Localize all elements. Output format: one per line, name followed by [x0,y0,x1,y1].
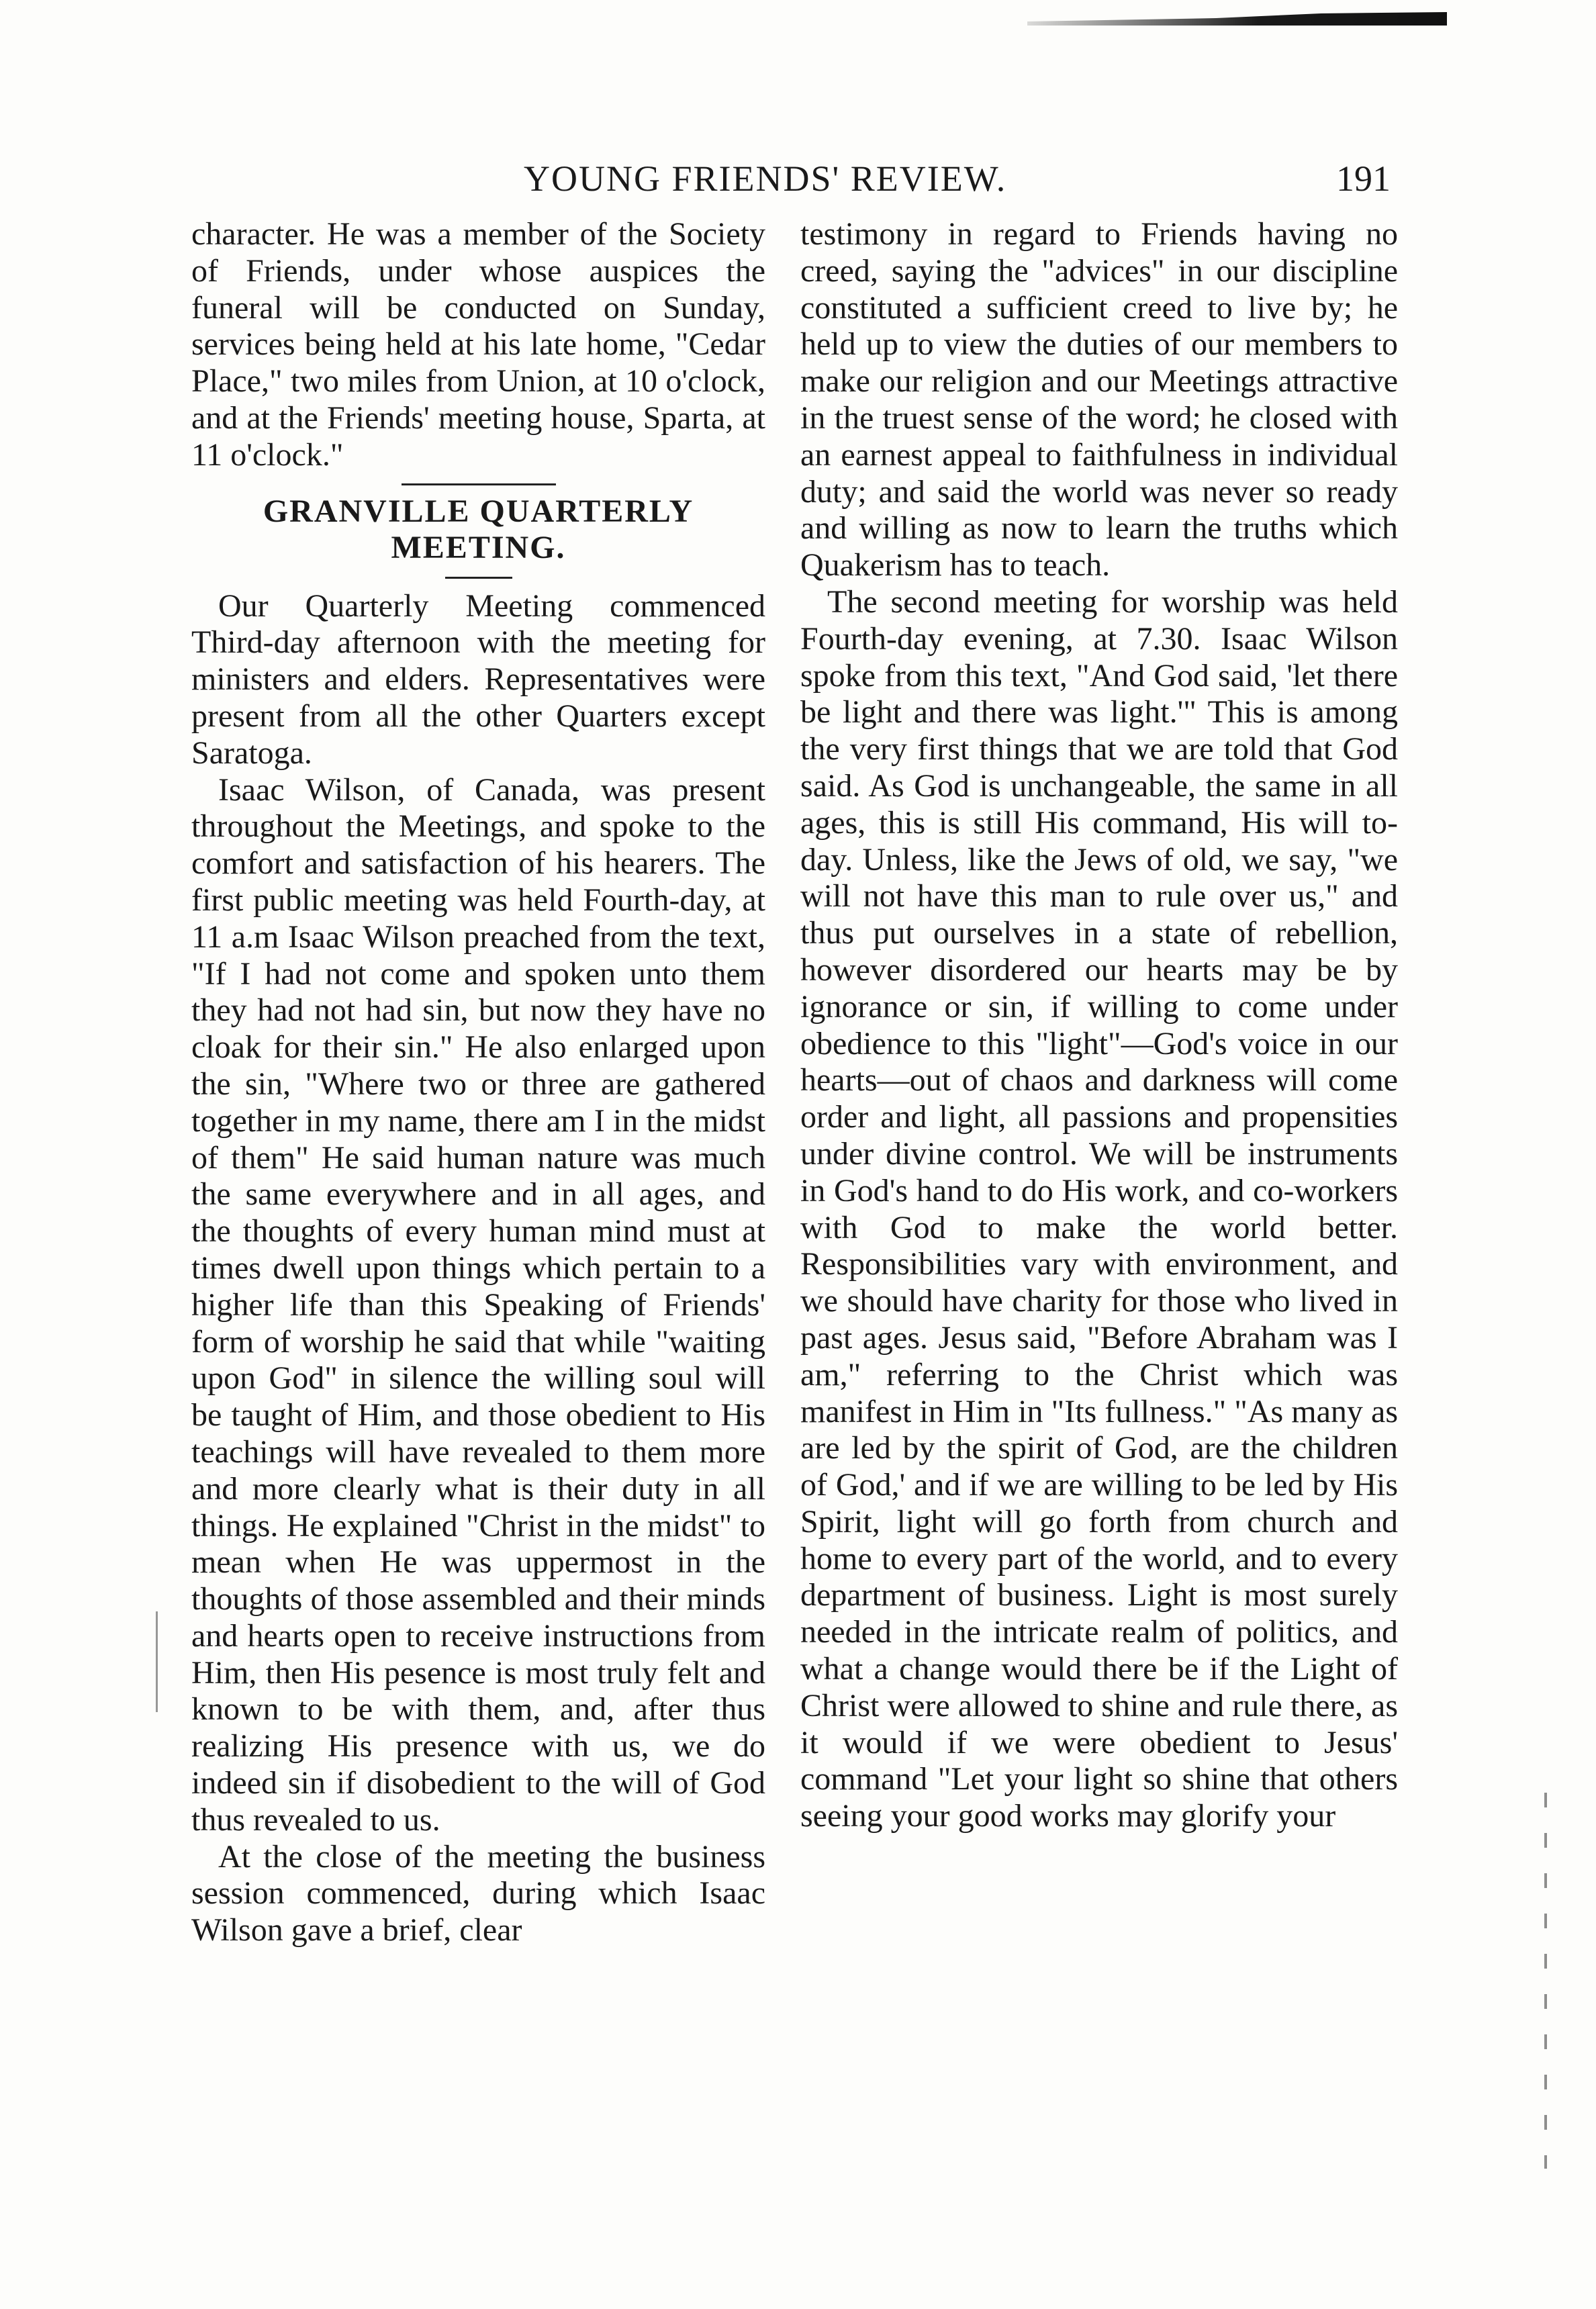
paragraph-funeral-notice: character. He was a member of the Society of Friends, under whose auspices the funeral will be conducted on Sunday, services being held at his late home, "Cedar Place," two miles from Union, at 10 o'clock, and at the Friends' meeting house, Sparta, at 11 o'clock." [191,216,765,473]
page-number: 191 [1336,158,1391,199]
paragraph-quarterly-meeting: Our Quarterly Meeting commenced Third-day afternoon with the meeting for ministers and elders. Representatives were present from all the other Quarters except Saratoga. [191,587,765,771]
paragraph-second-meeting: The second meeting for worship was held Fourth-day evening, at 7.30. Isaac Wilson spoke from this text, "And God said, 'let there be light and there was light.'" This is among the very first things that we are told that God said. As God is unchangeable, the same in all ages, this is still His command, His will to-day. Unless, like the Jews of old, we say, "we will not have this man to rule over us," and thus put ourselves in a state of rebellion, however disordered our hearts may be by ignorance or sin, if willing to come under obedience to this "light"—God's voice in our hearts—out of chaos and darkness will come order and light, all passions and propensities under divine control. We will be instruments in God's hand to do His work, and co-workers with God to make the world better. Responsibilities vary with environment, and we should have charity for those who lived in past ages. Jesus said, "Before Abraham was I am," referring to the Christ which was manifest in Him in "Its fullness." "As many as are led by the spirit of God, are the children of God,' and if we are willing to be led by His Spirit, light will go forth from church and home to every part of the world, and to every department of business. Light is most surely needed in the intricate realm of politics, and what a change would there be if the Light of Christ were allowed to shine and rule there, as it would if we were obedient to Jesus' command "Let your light so shine that others seeing your good works may glorify your [800,583,1398,1834]
page-header [0,158,1596,211]
right-column [800,216,1398,1835]
paragraph-business-session: At the close of the meeting the business session commenced, during which Isaac Wilson gave a brief, clear [191,1838,765,1948]
top-decorative-rule [1027,12,1447,26]
paragraph-isaac-wilson: Isaac Wilson, of Canada, was present throughout the Meetings, and spoke to the comfort and satisfaction of his hearers. The first public meeting was held Fourth-day, at 11 a.m Isaac Wilson preached from the text, "If I had not come and spoken unto them they had not had sin, but now they have no cloak for their sin." He also enlarged upon the sin, "Where two or three are gathered together in my name, there am I in the midst of them" He said human nature was much the same everywhere and in all ages, and the thoughts of every human mind must at times dwell upon things which pertain to a higher life than this Speaking of Friends' form of worship he said that while "waiting upon God" in silence the willing soul will be taught of Him, and those obedient to His teachings will have revealed to them more and more clearly what is their duty in all things. He explained "Christ in the midst" to mean when He was uppermost in the thoughts of those assembled and their minds and hearts open to receive instructions from Him, then His pesence is most truly felt and known to be with them, and, after thus realizing His presence with us, we do indeed sin if disobedient to the will of God thus revealed to us. [191,771,765,1838]
margin-mark-right [1544,1793,1547,2169]
section-divider [402,483,556,485]
left-column [191,216,765,1949]
paragraph-testimony: testimony in regard to Friends having no creed, saying the "advices" in our discipline constituted a sufficient creed to live by; he held up to view the duties of our members to make our religion and our Meetings attractive in the truest sense of the word; he closed with an earnest appeal to faithfulness in individual duty; and said the world was never so ready and willing as now to learn the truths which Quakerism has to teach. [800,216,1398,583]
heading-divider [445,577,512,579]
section-heading: GRANVILLE QUARTERLY MEETING. [263,493,694,565]
margin-mark-left [156,1611,158,1712]
journal-title: YOUNG FRIENDS' REVIEW. [524,158,1007,199]
